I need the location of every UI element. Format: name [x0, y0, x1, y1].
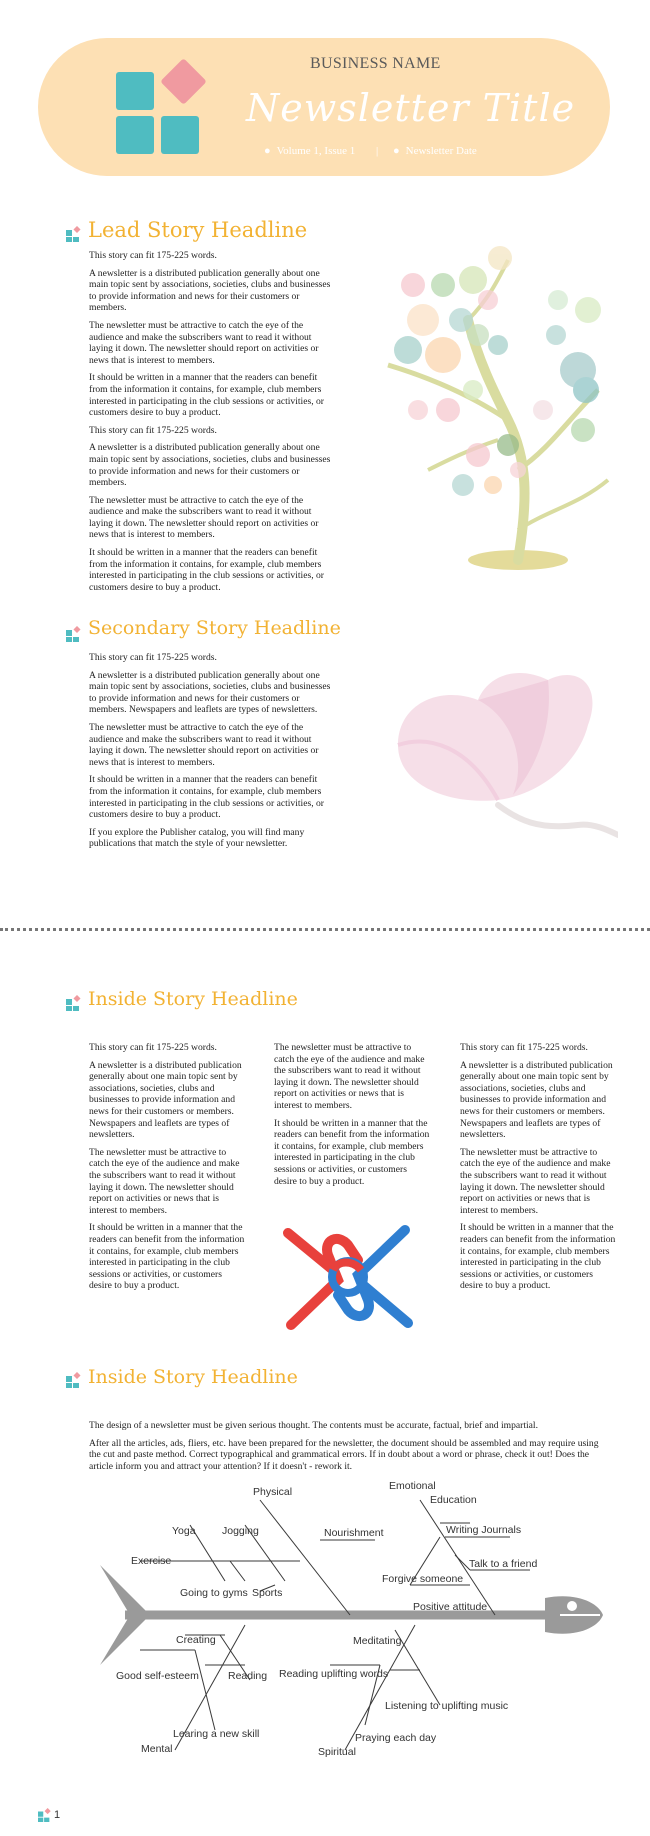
issue-separator: | [376, 145, 379, 157]
label-going-to-gyms: Going to gyms [180, 1587, 248, 1599]
headline-bullet-icon [66, 226, 82, 242]
label-reading-words: Reading uplifting words [279, 1668, 389, 1680]
lead-paragraph: It should be written in a manner that the readers can benefit from the information it contains, for example, club members interested in participating in the club sessions or activities, or customers desire to buy a product. [89, 372, 324, 419]
inside2-paragraph: After all the articles, ads, fliers, etc. have been prepared for the newsletter, the document should be assembled and may require using the cut and paste method. Correct typographical and grammatical errors. If in doubt about a word or phrase, check it out! Does the article inform you and attract your attention? If it doesn't - rework it. [89, 1437, 599, 1472]
label-yoga: Yoga [172, 1525, 196, 1537]
fish-eye [567, 1601, 577, 1611]
label-education: Education [430, 1494, 477, 1506]
secondary-paragraph: This story can fit 175-225 words. [89, 652, 217, 663]
column-paragraph: It should be written in a manner that the readers can benefit from the information it contains, for example, club members interested in participating in the club sessions or activities, or customers desire to buy a product. [89, 1222, 245, 1292]
rope-knot-illustration [283, 1225, 413, 1330]
business-name: BUSINESS NAME [310, 55, 441, 72]
tree-illustration [368, 240, 618, 585]
newsletter-title: Newsletter Title [246, 86, 576, 130]
label-sports: Sports [252, 1587, 283, 1599]
label-listening-music: Listening to uplifting music [385, 1700, 509, 1712]
inside-column-1 [89, 1042, 245, 1298]
label-spiritual: Spiritual [318, 1746, 356, 1758]
inside-headline: Inside Story Headline [88, 988, 298, 1010]
column-paragraph: The newsletter must be attractive to catch the eye of the audience and make the subscribers want to read it without laying it down. The newsletter should report on activities or news that is interest to members. [274, 1042, 425, 1111]
column-paragraph: This story can fit 175-225 words. [89, 1042, 217, 1053]
volume-text: Volume 1, Issue 1 [276, 145, 356, 157]
label-jogging: Jogging [222, 1525, 259, 1537]
headline-bullet-icon [66, 995, 82, 1011]
column-paragraph: A newsletter is a distributed publication generally about one main topic sent by associations, societies, clubs and businesses to provide information and news for their customers or members. Newspapers and leaflets are types of newsletters. [89, 1059, 242, 1141]
label-creating: Creating [176, 1634, 216, 1646]
lead-story-body [89, 250, 337, 599]
inside2-paragraph: The design of a newsletter must be given serious thought. The contents must be accurate, factual, brief and impartial. [89, 1420, 538, 1431]
issue-info: ● Volume 1, Issue 1 | ● Newsletter Date [264, 145, 477, 157]
label-writing-journals: Writing Journals [446, 1524, 522, 1536]
column-paragraph: It should be written in a manner that the readers can benefit from the information it contains, for example, club members interested in participating in the club sessions or activities, or customers desire to buy a product. [274, 1117, 430, 1187]
label-positive-attitude: Positive attitude [413, 1601, 488, 1613]
column-paragraph: This story can fit 175-225 words. [460, 1042, 588, 1053]
label-nourishment: Nourishment [324, 1527, 384, 1539]
date-text: Newsletter Date [405, 145, 477, 157]
secondary-story-body [89, 652, 337, 856]
secondary-paragraph: A newsletter is a distributed publication generally about one main topic sent by associations, societies, clubs and businesses to provide information and news for their customers or members. Newspapers and leaflets are types of newsletters. [89, 669, 331, 716]
label-learning-skill: Learing a new skill [173, 1728, 260, 1740]
label-praying: Praying each day [355, 1732, 437, 1744]
page-number: 1 [54, 1809, 61, 1821]
lead-paragraph: This story can fit 175-225 words. [89, 250, 217, 261]
lead-paragraph: A newsletter is a distributed publication generally about one main topic sent by associations, societies, clubs and businesses to provide information and news for their customers or members. [89, 267, 331, 314]
inside-column-2 [274, 1042, 430, 1193]
inside-story-2-body [89, 1420, 609, 1478]
headline-bullet-icon [66, 626, 82, 642]
fishbone-diagram [0, 1480, 650, 1780]
secondary-headline: Secondary Story Headline [88, 617, 341, 639]
label-good-self-esteem: Good self-esteem [116, 1670, 199, 1682]
label-forgive-someone: Forgive someone [382, 1573, 464, 1585]
label-mental: Mental [141, 1743, 173, 1755]
column-paragraph: It should be written in a manner that the readers can benefit from the information it contains, for example, club members interested in participating in the club sessions or activities, or customers desire to buy a product. [460, 1222, 616, 1292]
lead-paragraph: It should be written in a manner that the readers can benefit from the information it contains, for example, club members interested in participating in the club sessions or activities, or customers desire to buy a product. [89, 547, 324, 593]
label-reading: Reading [228, 1670, 268, 1682]
lead-paragraph: The newsletter must be attractive to catch the eye of the audience and make the subscribers want to read it without laying it down. The newsletter should report on activities or news that is interest to members. [89, 319, 319, 366]
footer-logo-icon [38, 1808, 52, 1822]
lead-headline: Lead Story Headline [88, 218, 308, 242]
logo-mark [114, 58, 214, 158]
inside-column-3 [460, 1042, 616, 1298]
label-physical: Physical [253, 1486, 293, 1498]
lead-paragraph: The newsletter must be attractive to catch the eye of the audience and make the subscribers want to read it without laying it down. The newsletter should report on activities or news that is interest to members. [89, 494, 319, 541]
headline-bullet-icon [66, 1372, 82, 1388]
label-exercise: Exercise [131, 1555, 172, 1567]
label-talk-to-friend: Talk to a friend [469, 1558, 538, 1570]
column-paragraph: A newsletter is a distributed publication generally about one main topic sent by associations, societies, clubs and businesses to provide information and news for their customers or members. Newspapers and leaflets are types of newsletters. [460, 1059, 613, 1141]
flower-illustration [378, 645, 618, 845]
page-divider [0, 928, 650, 931]
column-paragraph: The newsletter must be attractive to catch the eye of the audience and make the subscribers want to read it without laying it down. The newsletter should report on activities or news that is interest to members. [89, 1146, 240, 1216]
inside-headline-2: Inside Story Headline [88, 1366, 298, 1388]
secondary-paragraph: If you explore the Publisher catalog, you will find many publications that match the style of your newsletter. [89, 826, 305, 850]
secondary-paragraph: It should be written in a manner that the readers can benefit from the information it contains, for example, club members interested in participating in the club sessions or activities, or customers desire to buy a product. [89, 774, 324, 821]
label-emotional: Emotional [389, 1480, 436, 1492]
secondary-paragraph: The newsletter must be attractive to catch the eye of the audience and make the subscribers want to read it without laying it down. The newsletter should report on activities or news that is interest to members. [89, 721, 319, 768]
lead-paragraph: This story can fit 175-225 words. [89, 424, 217, 436]
label-meditating: Meditating [353, 1635, 402, 1647]
lead-paragraph: A newsletter is a distributed publication generally about one main topic sent by associations, societies, clubs and businesses to provide information and news for their customers or members. [89, 442, 331, 489]
column-paragraph: The newsletter must be attractive to catch the eye of the audience and make the subscribers want to read it without laying it down. The newsletter should report on activities or news that is interest to members. [460, 1146, 611, 1216]
